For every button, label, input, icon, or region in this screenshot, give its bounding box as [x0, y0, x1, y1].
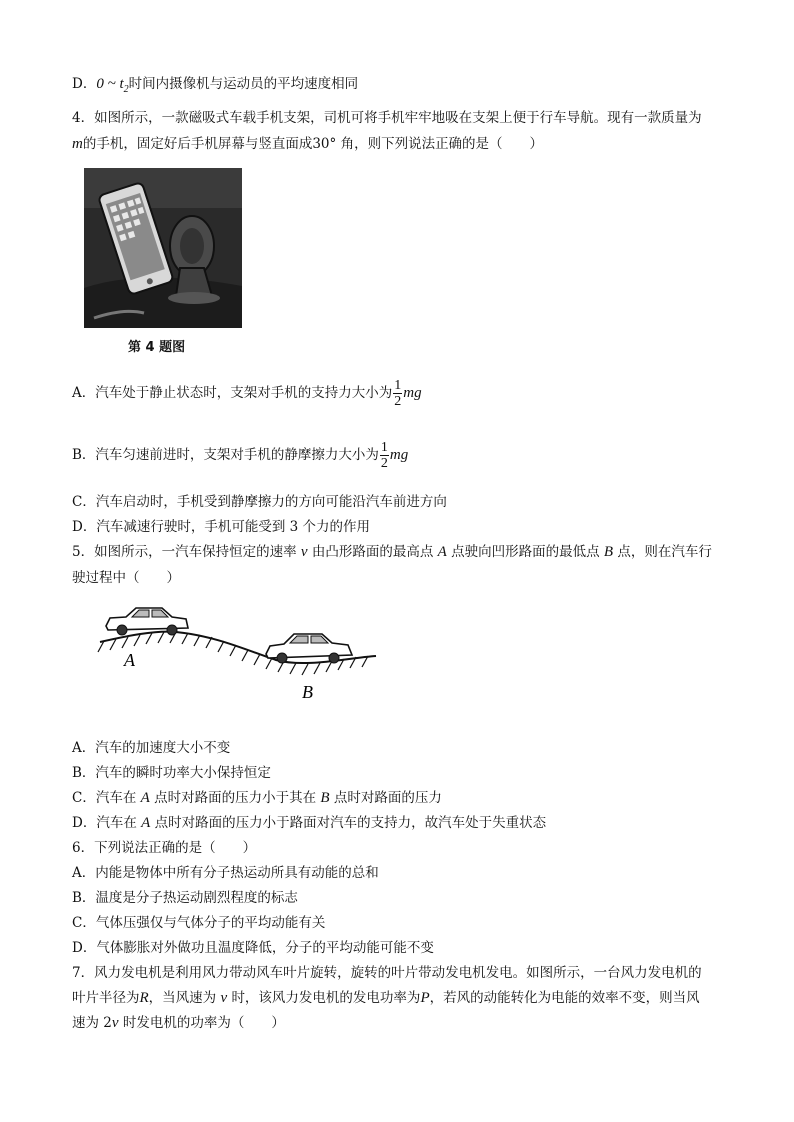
- label-a: A: [124, 650, 135, 670]
- label-b: B: [302, 682, 313, 702]
- q4-option-b: B．汽车匀速前进时，支架对手机的静摩擦力大小为 $\frac{1}{2}$ mg: [72, 440, 409, 471]
- q4-stem-line1: 4．如图所示，一款磁吸式车载手机支架，司机可将手机牢牢地吸在支架上便于行车导航。现有一款质量为: [72, 110, 702, 126]
- q6-option-a: A．内能是物体中所有分子热运动所具有动能的总和: [72, 865, 379, 881]
- q4-stem-line2: m的手机，固定好后手机屏幕与竖直面成30° 角，则下列说法正确的是（ ）: [72, 136, 544, 152]
- q5-option-c: C．汽车在 A 点时对路面的压力小于其在 B 点时对路面的压力: [72, 790, 442, 806]
- q6-stem: 6．下列说法正确的是（ ）: [72, 840, 257, 856]
- q4-option-d: D．汽车减速行驶时，手机可能受到 3 个力的作用: [72, 519, 370, 535]
- q7-stem-line1: 7．风力发电机是利用风力带动风车叶片旋转，旋转的叶片带动发电机发电。如图所示，一台风力发电机的: [72, 965, 702, 981]
- q5-option-a: A．汽车的加速度大小不变: [72, 740, 231, 756]
- q5-stem-line1: 5．如图所示，一汽车保持恒定的速率 v 由凸形路面的最高点 A 点驶向凹形路面的最低点 B 点，则在汽车行: [72, 544, 712, 560]
- q7-stem-line3: 速为 2v 时发电机的功率为（ ）: [72, 1015, 285, 1031]
- car-b-icon: [266, 634, 352, 663]
- q6-option-d: D．气体膨胀对外做功且温度降低，分子的平均动能可能不变: [72, 940, 434, 956]
- q4-option-a: A．汽车处于静止状态时，支架对手机的支持力大小为 $\frac{1}{2}$ mg: [72, 378, 422, 409]
- fraction-one-half: $\frac{1}{2}$: [394, 378, 402, 409]
- time-interval: 0 ~ $t_2$: [96, 76, 129, 95]
- q6-option-b: B．温度是分子热运动剧烈程度的标志: [72, 890, 298, 906]
- q4-option-c: C．汽车启动时，手机受到静摩擦力的方向可能沿汽车前进方向: [72, 494, 447, 510]
- phone-holder-photo: [84, 168, 242, 328]
- q5-stem-line2: 驶过程中（ ）: [72, 570, 180, 586]
- q6-option-c: C．气体压强仅与气体分子的平均动能有关: [72, 915, 326, 931]
- q5-option-d: D．汽车在 A 点时对路面的压力小于路面对汽车的支持力，故汽车处于失重状态: [72, 815, 547, 831]
- car-a-icon: [106, 608, 188, 635]
- q3-option-d: D．0 ~ $t_2$时间内摄像机与运动员的平均速度相同: [72, 76, 359, 95]
- q4-figure-caption: 第 4 题图: [128, 340, 186, 355]
- fraction-one-half: $\frac{1}{2}$: [380, 440, 388, 471]
- road-diagram: [96, 600, 382, 720]
- q5-option-b: B．汽车的瞬时功率大小保持恒定: [72, 765, 271, 781]
- q7-stem-line2: 叶片半径为R，当风速为 v 时，该风力发电机的发电功率为P，若风的动能转化为电能的效率不变，则当风: [72, 990, 700, 1006]
